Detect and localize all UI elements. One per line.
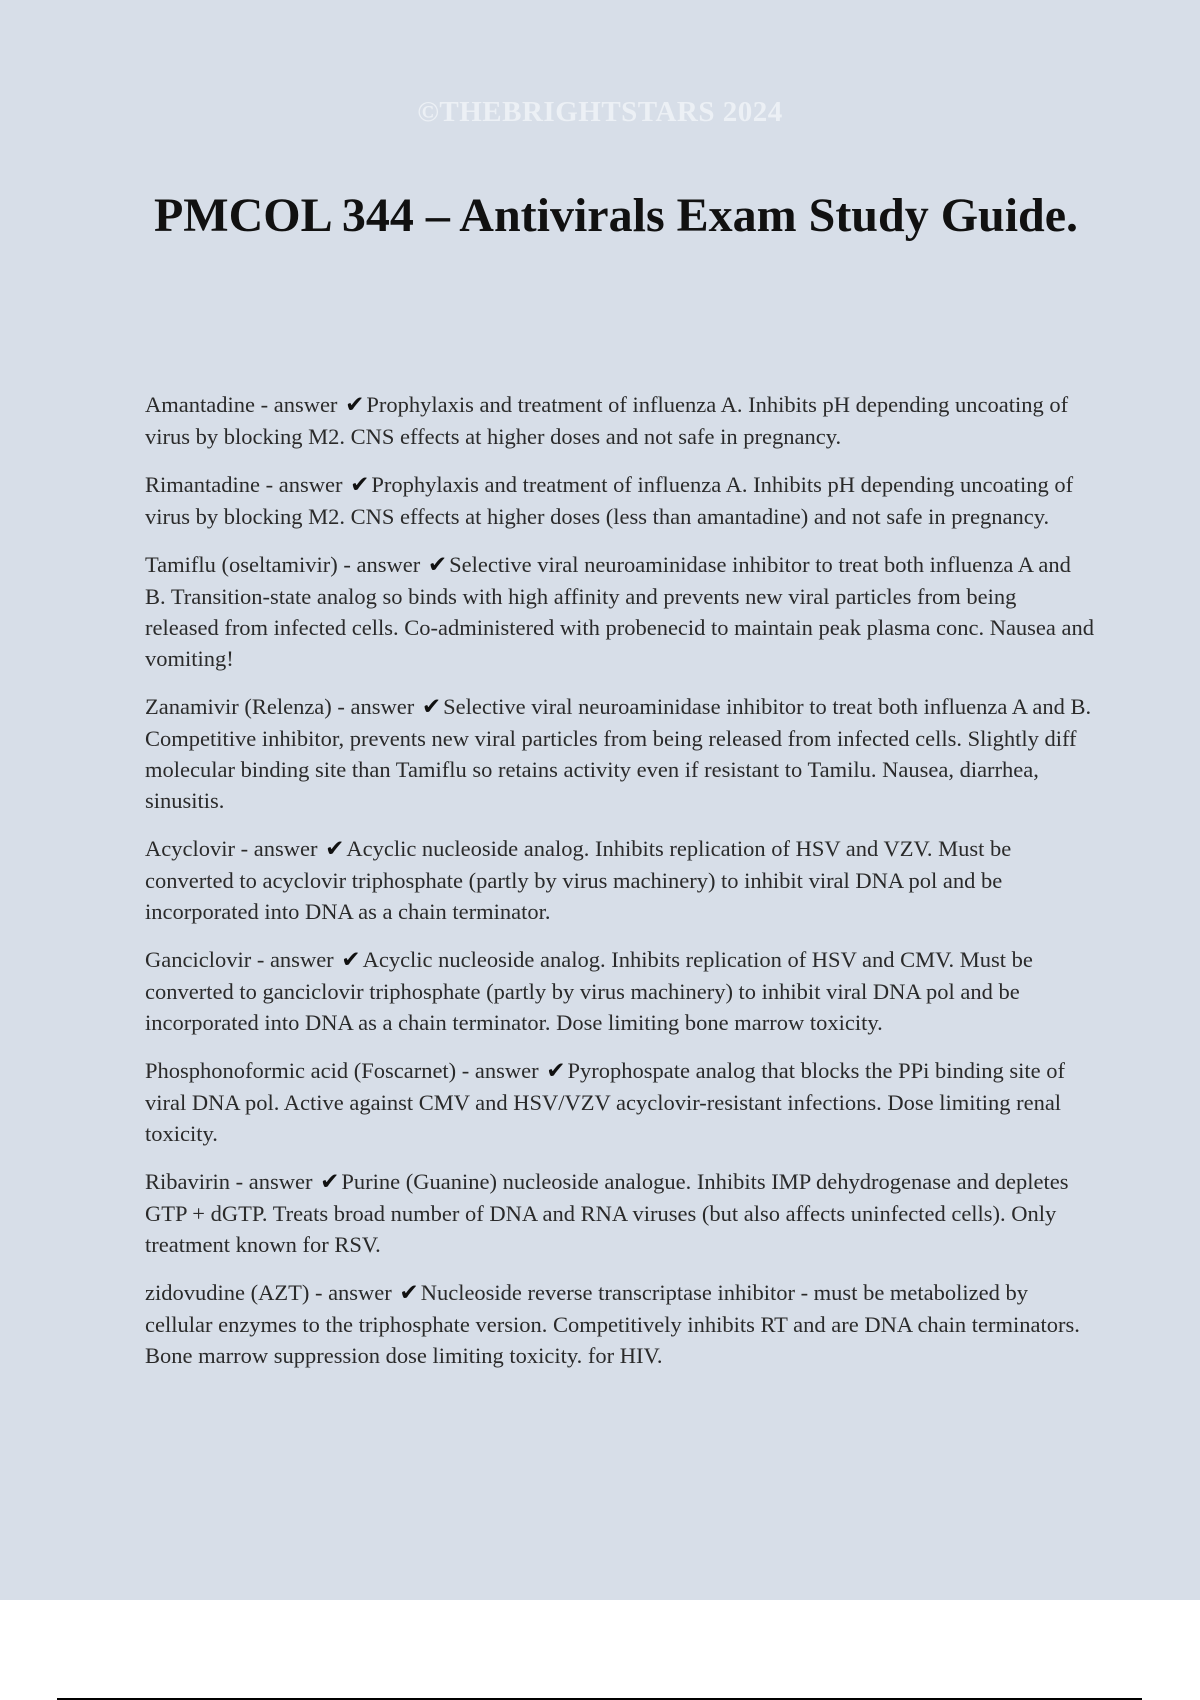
entry-term: Zanamivir (Relenza) - answer bbox=[145, 694, 415, 719]
check-icon: ✔ bbox=[345, 392, 365, 418]
entry-term: Ribavirin - answer bbox=[145, 1169, 313, 1194]
check-icon: ✔ bbox=[341, 947, 361, 973]
page-title: PMCOL 344 – Antivirals Exam Study Guide. bbox=[153, 189, 1079, 242]
entry-definition: Prophylaxis and treatment of influenza A. Inhibits pH depending uncoating of virus by blocking M2. CNS effects at higher doses and not safe in pregnancy. bbox=[145, 392, 1069, 449]
entry-term: Acyclovir - answer bbox=[145, 836, 318, 861]
check-icon: ✔ bbox=[350, 472, 370, 498]
entry-term: Rimantadine - answer bbox=[145, 472, 343, 497]
entry-definition: Purine (Guanine) nucleoside analogue. Inhibits IMP dehydrogenase and depletes GTP + dGTP. Treats broad number of DNA and RNA viruses (but also affects uninfected cells). Only treatment known for RSV. bbox=[145, 1169, 1069, 1257]
entry-term: Tamiflu (oseltamivir) - answer bbox=[145, 552, 421, 577]
entry-term: Amantadine - answer bbox=[145, 392, 338, 417]
entry-term: zidovudine (AZT) - answer bbox=[145, 1280, 392, 1305]
entry-term: Ganciclovir - answer bbox=[145, 947, 334, 972]
entry-definition: Acyclic nucleoside analog. Inhibits replication of HSV and VZV. Must be converted to acyclovir triphosphate (partly by virus machinery) to inhibit viral DNA pol and be incorporated into DNA as a chain terminator. bbox=[145, 836, 1012, 924]
entry-ribavirin bbox=[145, 1166, 1095, 1260]
check-icon: ✔ bbox=[325, 836, 345, 862]
entry-zidovudine bbox=[145, 1277, 1095, 1371]
entry-ganciclovir bbox=[145, 944, 1095, 1038]
entry-amantadine bbox=[145, 389, 1095, 452]
entry-rimantadine bbox=[145, 469, 1095, 532]
entry-definition: Pyrophospate analog that blocks the PPi binding site of viral DNA pol. Active against CMV and HSV/VZV acyclovir-resistant infections. Dose limiting renal toxicity. bbox=[145, 1058, 1065, 1146]
entry-definition: Selective viral neuroaminidase inhibitor to treat both influenza A and B. Competitive inhibitor, prevents new viral particles from being released from infected cells. Slightly diff molecular binding site than Tamiflu so retains activity even if resistant to Tamilu. Nausea, diarrhea, sinusitis. bbox=[145, 694, 1092, 813]
entry-term: Phosphonoformic acid (Foscarnet) - answer bbox=[145, 1058, 539, 1083]
entry-definition: Prophylaxis and treatment of influenza A. Inhibits pH depending uncoating of virus by blocking M2. CNS effects at higher doses (less than amantadine) and not safe in pregnancy. bbox=[145, 472, 1074, 529]
entry-list bbox=[145, 389, 1095, 1388]
watermark: ©THEBRIGHTSTARS 2024 bbox=[417, 96, 783, 128]
entry-foscarnet bbox=[145, 1055, 1095, 1149]
check-icon: ✔ bbox=[427, 552, 448, 578]
entry-definition: Nucleoside reverse transcriptase inhibitor - must be metabolized by cellular enzymes to the triphosphate version. Competitively inhibits RT and are DNA chain terminators. Bone marrow suppression dose limiting toxicity. for HIV. bbox=[145, 1280, 1080, 1368]
entry-zanamivir bbox=[145, 691, 1095, 816]
check-icon: ✔ bbox=[421, 694, 442, 720]
check-icon: ✔ bbox=[546, 1058, 566, 1084]
entry-definition: Acyclic nucleoside analog. Inhibits replication of HSV and CMV. Must be converted to ganciclovir triphosphate (partly by virus machinery) to inhibit viral DNA pol and be incorporated into DNA as a chain terminator. Dose limiting bone marrow toxicity. bbox=[145, 947, 1033, 1035]
check-icon: ✔ bbox=[399, 1280, 419, 1306]
check-icon: ✔ bbox=[320, 1169, 340, 1195]
entry-tamiflu bbox=[145, 549, 1095, 674]
entry-acyclovir bbox=[145, 833, 1095, 927]
entry-definition: Selective viral neuroaminidase inhibitor to treat both influenza A and B. Transition-state analog so binds with high affinity and prevents new viral particles from being released from infected cells. Co-administered with probenecid to maintain peak plasma conc. Nausea and vomiting! bbox=[145, 552, 1095, 671]
